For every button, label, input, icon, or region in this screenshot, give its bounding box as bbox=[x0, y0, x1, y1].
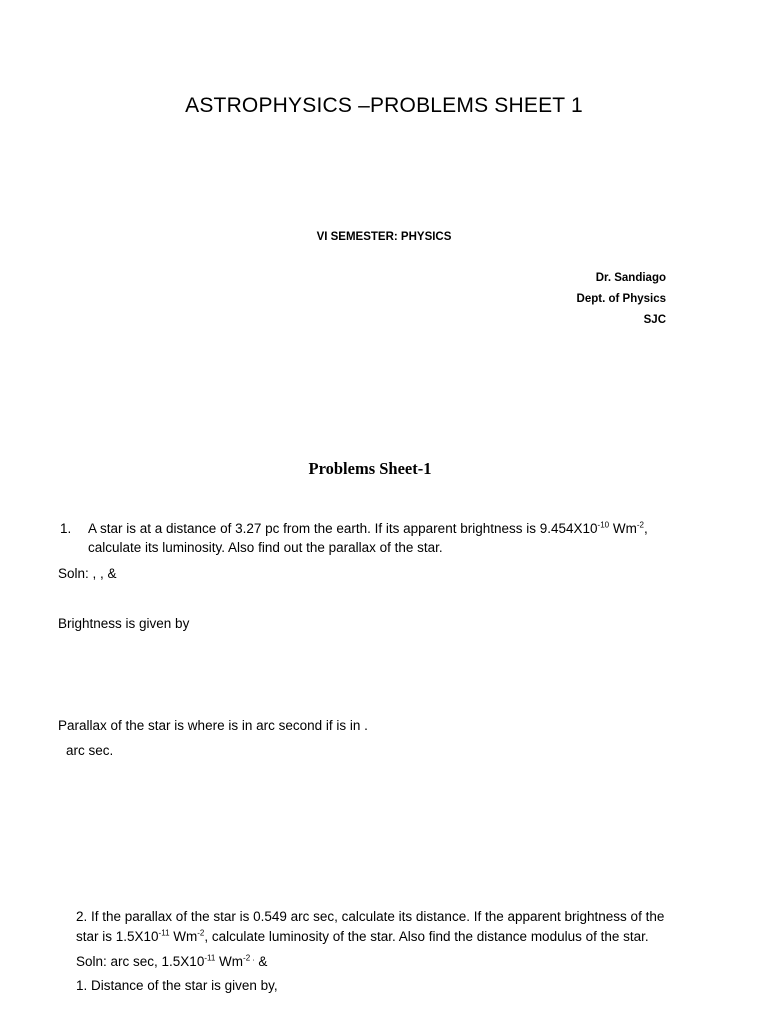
semester-line: VI SEMESTER: PHYSICS bbox=[316, 231, 452, 243]
problem-1-line-1: A star is at a distance of 3.27 pc from the earth. If its apparent brightness is $9.454X10^{-10}$ $Wm^{-2}$, bbox=[88, 520, 648, 536]
problem-2-step-1: 1. Distance of the star is given by, bbox=[76, 978, 278, 993]
problem-2-solution: Soln: arc sec, $1.5X10^{-11}$ $Wm^{-2 .}$ & bbox=[76, 953, 268, 969]
problem-2-line-2: star is $1.5X10^{-11}$ $Wm^{-2}$, calculate luminosity of the star. Also find the distance modulus of the star. bbox=[76, 928, 649, 944]
parallax-result: arc sec. bbox=[66, 743, 114, 758]
problem-1-number: 1. bbox=[60, 521, 72, 536]
author-department: Dept. of Physics bbox=[576, 293, 666, 305]
problem-2-line-1: 2. If the parallax of the star is 0.549 arc sec, calculate its distance. If the apparent brightness of the bbox=[76, 909, 665, 924]
author-name: Dr. Sandiago bbox=[595, 272, 666, 284]
sheet-heading: Problems Sheet-1 bbox=[308, 459, 432, 478]
brightness-statement: Brightness is given by bbox=[58, 616, 190, 631]
document-title: ASTROPHYSICS –PROBLEMS SHEET 1 bbox=[185, 94, 583, 117]
author-institution: SJC bbox=[643, 314, 666, 326]
problem-1-line-2: calculate its luminosity. Also find out the parallax of the star. bbox=[88, 540, 443, 555]
problem-1-solution: Soln: , , & bbox=[58, 566, 117, 581]
parallax-statement: Parallax of the star is where is in arc second if is in . bbox=[58, 718, 368, 733]
